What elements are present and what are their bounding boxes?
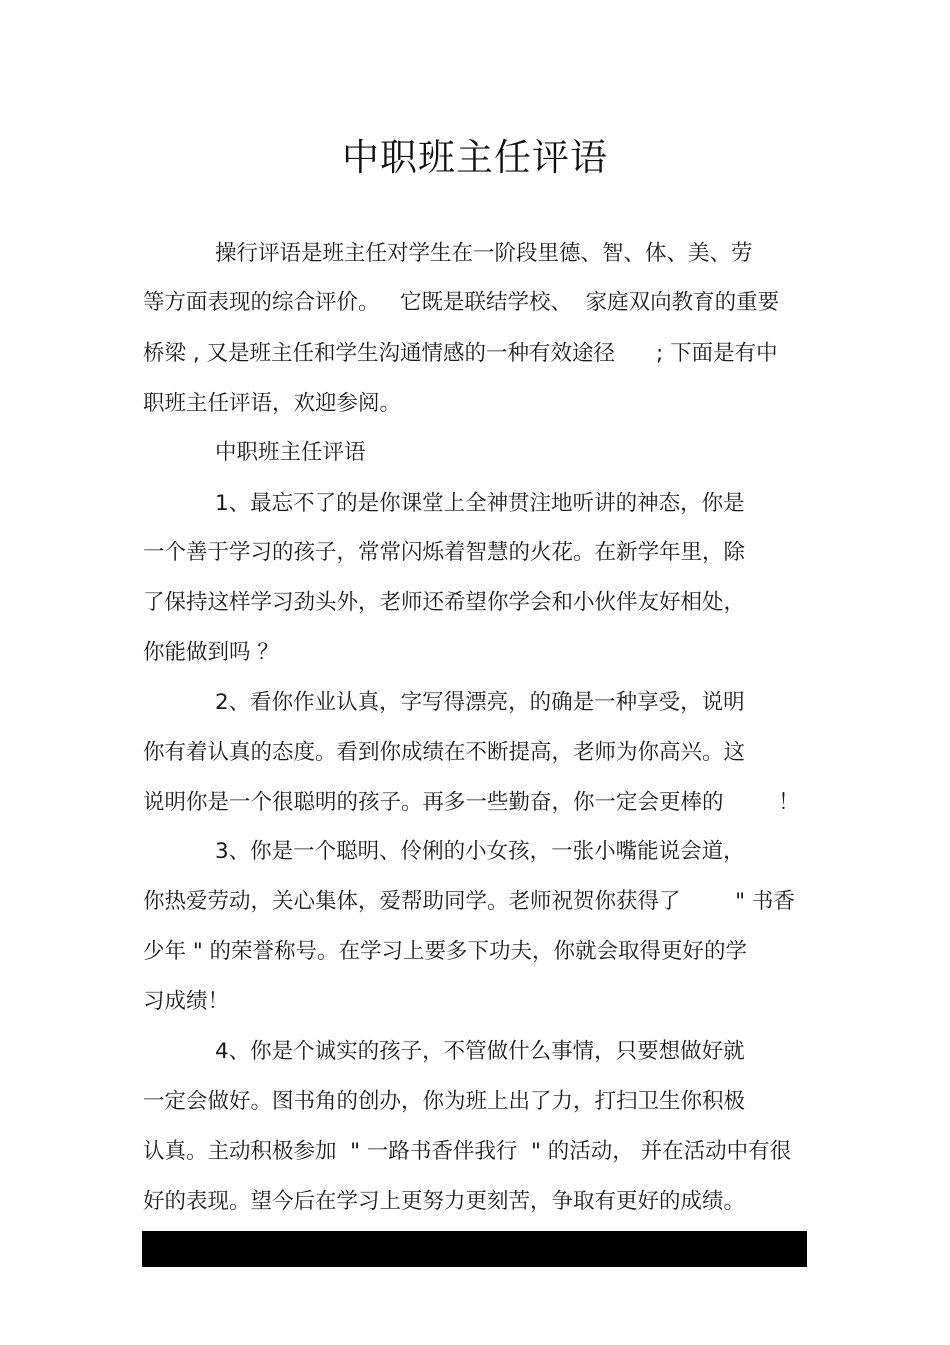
comment-4-line-4: 好的表现。望今后在学习上更努力更刻苦，争取有更好的成绩。 bbox=[143, 1189, 746, 1214]
comment-4-line-2: 一定会做好。图书角的创办，你为班上出了力，打扫卫生你积极 bbox=[143, 1089, 746, 1114]
intro-line-3: 桥梁 , 又是班主任和学生沟通情感的一种有效途径 ; 下面是有中 bbox=[143, 341, 778, 366]
comment-2-line-1: 2、看你作业认真，字写得漂亮，的确是一种享受，说明 bbox=[215, 690, 745, 715]
section-heading: 中职班主任评语 bbox=[215, 440, 366, 465]
document-title: 中职班主任评语 bbox=[342, 136, 608, 179]
comment-3-line-2: 你热爱劳动，关心集体，爱帮助同学。老师祝贺你获得了 " 书香 bbox=[143, 889, 795, 914]
comment-3-line-4: 习成绩！ bbox=[143, 989, 230, 1014]
comment-3-line-1: 3、你是一个聪明、伶俐的小女孩，一张小嘴能说会道， bbox=[215, 839, 745, 864]
comment-2-line-3: 说明你是一个很聪明的孩子。再多一些勤奋，你一定会更棒的 ！ bbox=[143, 790, 800, 815]
comment-2-line-2: 你有着认真的态度。看到你成绩在不断提高，老师为你高兴。这 bbox=[143, 740, 746, 765]
comment-1-line-2: 一个善于学习的孩子，常常闪烁着智慧的火花。在新学年里，除 bbox=[143, 540, 746, 565]
comment-4-line-3: 认真。主动积极参加 " 一路书香伴我行 " 的活动， 并在活动中有很 bbox=[143, 1139, 792, 1164]
comment-1-line-4: 你能做到吗 ？ bbox=[143, 640, 279, 665]
comment-3-line-3: 少年 " 的荣誉称号。在学习上要多下功夫，你就会取得更好的学 bbox=[143, 939, 748, 964]
intro-line-1: 操行评语是班主任对学生在一阶段里德、智、体、美、劳 bbox=[215, 241, 753, 266]
comment-1-line-1: 1、最忘不了的是你课堂上全神贯注地听讲的神态，你是 bbox=[215, 491, 745, 516]
intro-line-4: 职班主任评语，欢迎参阅。 bbox=[143, 391, 402, 416]
redaction-bar bbox=[142, 1231, 807, 1267]
comment-1-line-3: 了保持这样学习劲头外，老师还希望你学会和小伙伴友好相处， bbox=[143, 590, 746, 615]
comment-4-line-1: 4、你是个诚实的孩子，不管做什么事情，只要想做好就 bbox=[215, 1039, 745, 1064]
intro-line-2: 等方面表现的综合评价。 它既是联结学校、 家庭双向教育的重要 bbox=[143, 290, 780, 315]
